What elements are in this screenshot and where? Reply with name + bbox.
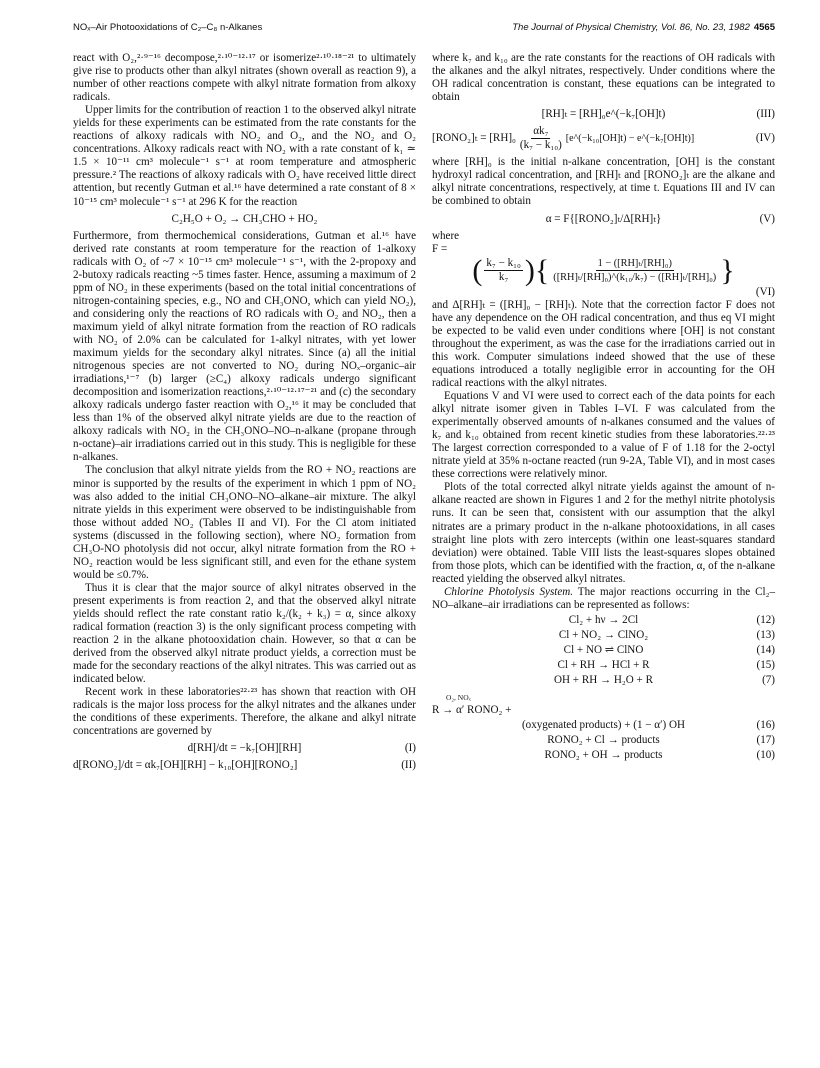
fraction — [484, 257, 523, 284]
paragraph: Plots of the total corrected alkyl nitrate yields against the amount of n-alkane reacted are shown in Figures 1 and 2 for the methyl nitrite photolysis runs. It can be seen that, consistent with our assumption that the alkyl nitrates are a primary product in the n-alkane photooxidations, in all cases straight line plots with zero intercepts (within one least-squares standard deviation) were obtained. Table VIII lists the least-squares slopes obtained from those plots, which can be identified with the fraction, α, of the n-alkane reacted yielding the observed alkyl nitrates. — [432, 481, 775, 585]
reaction-text: Cl + NO₂ → ClNO₂ — [558, 628, 649, 641]
paragraph: Furthermore, from thermochemical considerations, Gutman et al.¹⁶ have derived rate constants at room temperature for the reaction of 1-alkoxy radicals with O₂ of ~7 × 10⁻¹⁵ cm³ molecule⁻¹ s⁻¹, with the 2-propoxy and 2-butoxy radicals reacting ~5 times faster. Hence, assuming a maximum of 2 ppm of NO₂ in these experiments (based on the total initial concentrations of nitrogen-containing species, e.g., NO and CH₃ONO, which can yield NO₂), and considering only the reactions of RO radicals with O₂ and NO₂, then a maximum yield of alkyl nitrate formation from the reaction of RO radicals with NO₂ of 2.0% can be calculated for 1-alkyl nitrates, with yet lower maximum yields for the secondary alkyl nitrates. Since (a) all the initial nitrogenous species are not converted to NO₂ during NOₓ–organic–air irradiations,¹⁻⁷ (b) larger (≥C₄) alkoxy radicals undergo significant decomposition and isomerization reactions,²·¹⁰⁻¹²·¹⁷⁻²¹ and (c) the secondary alkoxy radicals undergo faster reaction with O₂,¹⁶ it may be concluded that less than 1% of the observed alkyl nitrate yields are due to the reaction of alkoxy radicals with NO₂ in the CH₃ONO–NO–n-alkane (propane through n-octane)–air irradiations carried out in this study. This is negligible for these n-alkanes. — [73, 229, 416, 464]
equation-I — [73, 742, 416, 755]
equation-text: [RH]ₜ = [RH]₀e^(−k₇[OH]t) — [541, 108, 666, 121]
reaction-text: Cl + RH → HCl + R — [557, 658, 650, 671]
equation-number: (I) — [404, 742, 416, 755]
right-column — [432, 52, 775, 764]
fraction — [518, 125, 564, 152]
equation-c2h5o — [73, 213, 416, 226]
fraction — [551, 257, 718, 284]
reaction-text: OH + RH → H₂O + R — [554, 674, 653, 687]
reaction-number: (15) — [756, 658, 775, 671]
where-label: where — [432, 229, 460, 242]
equation-text: α = F{[RONO₂]ₜ/Δ[RH]ₜ} — [545, 212, 662, 225]
reaction-text: (oxygenated products) + (1 − α′) OH — [521, 719, 686, 732]
equation-text: d[RH]/dt = −k₇[OH][RH] — [187, 742, 302, 755]
brace-open: { — [534, 253, 550, 287]
left-column — [73, 52, 416, 777]
paragraph: Equations V and VI were used to correct each of the data points for each alkyl nitrate isomer given in Tables I–VI. F was calculated from the experimentally observed amounts of n-alkanes consumed and the values of k₇ and k₁₀ obtained from recent kinetic studies from these laboratories.²²·²³ The largest correction corresponded to a value of F of 1.18 for the 2-octyl nitrate yield at 35% n-octane reacted (run 9-2A, Table VI), and in most cases these corrections were relatively minor. — [432, 390, 775, 481]
header-title: NOₓ–Air Photooxidations of C₂–C₈ n-Alkanes — [73, 22, 263, 33]
reaction-number: (14) — [756, 643, 775, 656]
paragraph — [432, 586, 775, 612]
reaction-text: R → α′ RONO₂ + — [432, 704, 512, 717]
equation-VI-number — [432, 286, 775, 299]
equation-number: (VI) — [755, 285, 775, 298]
equation-text: C₂H₅O + O₂ → CH₃CHO + HO₂ — [171, 212, 318, 225]
reaction-number: (10) — [756, 749, 775, 762]
equation-text: d[RONO₂]/dt = αk₇[OH][RH] − k₁₀[OH][RONO₂] — [73, 759, 298, 772]
page-number: 4565 — [753, 22, 775, 33]
equation-number: (V) — [759, 212, 775, 225]
reaction — [432, 674, 775, 687]
equation-number: (IV) — [755, 132, 775, 145]
reaction-text: Cl₂ + hν → 2Cl — [568, 613, 639, 626]
header-journal — [512, 22, 775, 33]
paren-close: ) — [524, 253, 535, 287]
equation-rhs: [e^(−k₁₀[OH]t) − e^(−k₇[OH]t)] — [565, 133, 695, 145]
equation-II — [73, 759, 416, 772]
reaction — [432, 659, 775, 672]
equation-IV — [432, 125, 775, 152]
paren-open: ( — [472, 253, 483, 287]
running-header — [73, 22, 775, 36]
section-title: Chlorine Photolysis System. — [444, 585, 574, 598]
reaction-number: (17) — [756, 734, 775, 747]
numerator: 1 − ([RH]ₜ/[RH]₀) — [596, 257, 674, 271]
journal-name: The Journal of Physical Chemistry, Vol. 86, No. 23, 1982 — [512, 22, 750, 33]
paragraph: and Δ[RH]ₜ = ([RH]₀ − [RH]ₜ). Note that the correction factor F does not have any dependence on the OH radical concentration, and thus eq VI might be expected to be valid even under conditions where [OH] is not constant throughout the experiment, as was the case for the irradiations carried out in this work. Computer simulations indeed showed that the use of these equations introduced a totally negligible error in accounting for the OH radical reactions with the alkyl nitrates. — [432, 298, 775, 389]
denominator: ([RH]ₜ/[RH]₀)^(k₁₀/k₇) − ([RH]ₜ/[RH]₀) — [553, 272, 717, 284]
equation-lhs: [RONO₂]ₜ = [RH]₀ — [432, 132, 516, 145]
numerator: αk₇ — [531, 125, 550, 139]
paragraph: where [RH]₀ is the initial n-alkane concentration, [OH] is the constant hydroxyl radical concentration, and [RH]ₜ and [RONO₂]ₜ are the alkane and alkyl nitrate concentrations, respectively, at time t. Equations III and IV can be combined to obtain — [432, 156, 775, 208]
equation-V — [432, 213, 775, 226]
paragraph: Recent work in these laboratories²²·²³ has shown that reaction with OH radicals is the major loss process for the alkyl nitrates and the alkanes under the conditions of these experiments. Therefore, the alkane and alkyl nitrate concentrations are governed by — [73, 686, 416, 738]
numerator: k₇ − k₁₀ — [484, 257, 523, 271]
reaction-16 — [432, 704, 775, 717]
reaction-number: (7) — [762, 674, 775, 687]
arrow-label: O₂, NOₓ — [446, 693, 471, 703]
equation-VI — [432, 253, 775, 287]
paragraph: Thus it is clear that the major source of alkyl nitrates observed in the present experiments is from reaction 2, and that the observed alkyl nitrate yields should reflect the rate constant ratio k₂/(k₂ + k₃) = α, since alkoxy radical formation (reaction 3) is the only significant process competing with reaction 2 in the alkane photooxidation chain. However, so that α can be derived from the observed alkyl nitrate product yields, a correction must be made for the secondary reactions of the alkyl nitrates. This was carried out as indicated below. — [73, 581, 416, 686]
denominator: (k₇ − k₁₀) — [519, 139, 562, 152]
paragraph-text: The major reactions occurring in the Cl₂–NO–alkane–air irradiations can be represented as follows: — [432, 585, 776, 611]
reaction-text: Cl + NO ⇌ ClNO — [563, 643, 644, 656]
reaction-16-cont — [432, 719, 775, 732]
reaction — [432, 749, 775, 762]
reaction-list — [432, 614, 775, 762]
reaction-text: RONO₂ + OH → products — [544, 749, 663, 762]
paragraph: react with O₂,²·⁹⁻¹⁶ decompose,²·¹⁰⁻¹²·¹⁷ or isomerize²·¹⁰·¹⁸⁻²¹ to ultimately give rise to products other than alkyl nitrates (shown overall as reaction 9), a number of other reactions compete with alkyl nitrate formation from alkoxy radicals. — [73, 52, 416, 104]
brace-close: } — [720, 253, 735, 287]
paragraph: where k₇ and k₁₀ are the rate constants for the reactions of OH radicals with the alkanes and the alkyl nitrates, respectively. Under conditions where the OH radical concentration is constant, these equations can be integrated to obtain — [432, 52, 775, 104]
reaction-text: RONO₂ + Cl → products — [547, 734, 660, 747]
reaction-number: (13) — [756, 628, 775, 641]
reaction — [432, 644, 775, 657]
reaction-number: (16) — [756, 719, 775, 732]
equation-number: (II) — [401, 759, 416, 772]
f-label: F = — [432, 242, 448, 255]
denominator: k₇ — [498, 271, 509, 284]
paragraph: The conclusion that alkyl nitrate yields from the RO + NO₂ reactions are minor is supported by the results of the experiment in which 1 ppm of NO₂ was also added to the initial CH₃ONO–NO–alkane–air mixture. The alkyl nitrate yields in this experiment were observed to be indistinguishable from those without added NO₂ (Tables II and VI). For the Cl atom initiated systems (discussed in the following section), where NO₂ formation from CH₃O-NO photolysis did not occur, alkyl nitrate formation from the RO + NO₂ reaction would be less significant still, and even for the ethane system would be ≤0.7%. — [73, 464, 416, 581]
reaction — [432, 629, 775, 642]
reaction — [432, 614, 775, 627]
reaction-number: (12) — [756, 613, 775, 626]
paragraph: Upper limits for the contribution of reaction 1 to the observed alkyl nitrate yields for these experiments can be estimated from the rate constants for the reactions of alkoxy radicals with NO₂ and O₂, and the NO₂ and O₂ concentrations. Alkoxy radicals react with NO₂ with a rate constant of k₁ ≃ 1.5 × 10⁻¹¹ cm³ molecule⁻¹ s⁻¹ at room temperature and atmospheric pressure.² The reactions of alkoxy radicals with O₂ have received little direct attention, but recently Gutman et al.¹⁶ have determined a rate constant of 8 × 10⁻¹⁵ cm³ molecule⁻¹ s⁻¹ at 296 K for the reaction — [73, 104, 416, 208]
equation-III — [432, 108, 775, 121]
reaction — [432, 734, 775, 747]
equation-number: (III) — [756, 108, 775, 121]
